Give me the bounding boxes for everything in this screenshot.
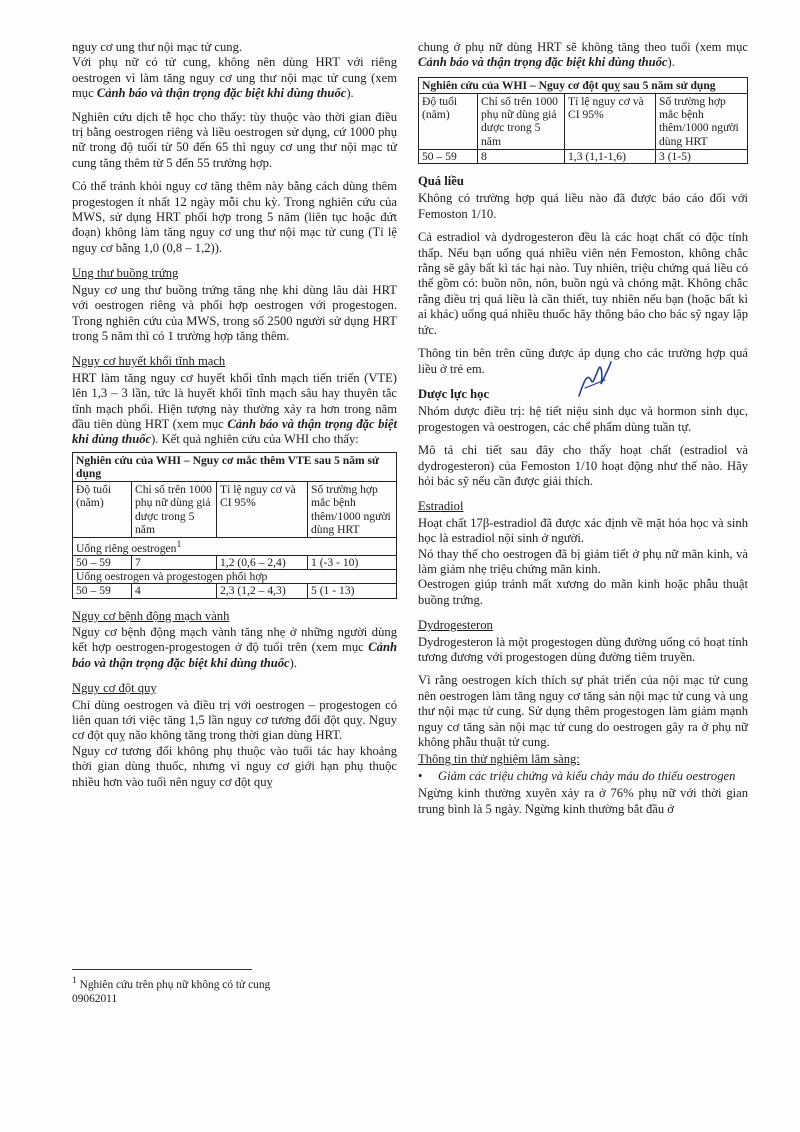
footnote-marker: 1 — [176, 538, 182, 550]
cross-reference: Cảnh báo và thận trọng đặc biệt khi dùng thuốc — [72, 640, 397, 670]
text-run: ). — [346, 86, 354, 101]
cross-reference: Cảnh báo và thận trọng đặc biệt khi dùng thuốc — [418, 55, 668, 70]
paragraph: Nguy cơ ung thư buồng trứng tăng nhẹ khi dùng lâu dài HRT với oestrogen riêng và phối hợp oestrogen với progestogen. Trong nghiên cứu của MWS, trong số 2500 người sử dụng HRT trong 5 năm thì có 1 trường hợp tăng thêm. — [72, 282, 397, 343]
list-item — [418, 769, 748, 784]
cross-reference: Cảnh báo và thận trọng đặc biệt khi dùng thuốc — [96, 86, 347, 101]
table-header: Chỉ số trên 1000 phụ nữ dùng giả dược trong 5 năm — [478, 94, 565, 150]
section-heading-dydrogesteron: Dydrogesteron — [418, 618, 493, 633]
table-caption: Nghiên cứu của WHI – Nguy cơ mắc thêm VTE sau 5 năm sử dụng — [73, 452, 397, 481]
table-cell: 2,3 (1,2 – 4,3) — [217, 584, 308, 598]
text-run: Với phụ nữ có tử cung, không nên dùng HRT với riêng oestrogen vì làm tăng nguy cơ ung thư nội mạc tử cung (xem mục — [72, 55, 397, 101]
group-text: Uống riêng oestrogen — [76, 541, 177, 555]
paragraph: Thông tin bên trên cũng được áp dụng cho các trường hợp quá liều ở trẻ em. — [418, 346, 748, 376]
table-header: Số trường hợp mắc bệnh thêm/1000 người dùng HRT — [308, 482, 397, 538]
paragraph: Vì rằng oestrogen kích thích sự phát triển của nội mạc tử cung nên oestrogen làm tăng nguy cơ tăng sản nội mạc tử cung và ung thư nội mạc tử cung. Sử dụng thêm progestogen làm giảm mạnh nguy cơ tăng sản nội mạc tử cung do oestrogen gây ra ở phụ nữ không phẫu thuật tử cung. — [418, 673, 748, 750]
paragraph: Mô tả chi tiết sau đây cho thấy hoạt chất (estradiol và dydrogesteron) của Femoston 1/10 hoạt động như thế nào. Hãy hỏi bác sỹ nếu cần được giải thích. — [418, 443, 748, 488]
table-cell: 50 – 59 — [419, 149, 478, 163]
paragraph: Nghiên cứu dịch tễ học cho thấy: tùy thuộc vào thời gian điều trị bằng oestrogen riêng và liều oestrogen sử dụng, cứ 1000 phụ nữ trong độ tuổi từ 50 đến 65 thì nguy cơ ung thư nội mạc tử cung tăng thêm từ 5 đến 55 trường hợp. — [72, 109, 397, 170]
footnote-text: Nghiên cứu trên phụ nữ không có tử cung — [79, 978, 271, 991]
table-header: Chỉ số trên 1000 phụ nữ dùng giả dược trong 5 năm — [132, 482, 217, 538]
vte-risk-table — [72, 452, 397, 599]
section-heading-pharmacodynamics: Dược lực học — [418, 386, 490, 401]
table-cell: 8 — [478, 149, 565, 163]
text-run: chung ở phụ nữ dùng HRT sẽ không tăng theo tuổi (xem mục — [418, 40, 748, 54]
paragraph: Dydrogesteron là một progestogen dùng đường uống có hoạt tính tương đương với progestogen dùng đường tiêm truyền. — [418, 634, 748, 664]
table-header: Tỉ lệ nguy cơ và CI 95% — [565, 94, 656, 150]
table-group-label: Uống oestrogen và progestogen phối hợp — [73, 570, 397, 584]
table-cell: 5 (1 - 13) — [308, 584, 397, 598]
table-cell: 1 (-3 - 10) — [308, 556, 397, 570]
table-cell: 50 – 59 — [73, 584, 132, 598]
text-run: ). — [289, 655, 297, 670]
table-cell: 1,3 (1,1-1,6) — [565, 149, 656, 163]
section-heading-overdose: Quá liều — [418, 174, 464, 189]
table-cell: 50 – 59 — [73, 556, 132, 570]
paragraph: nguy cơ ung thư nội mạc tử cung. — [72, 40, 243, 54]
handwritten-signature — [575, 358, 615, 402]
section-heading-estradiol: Estradiol — [418, 499, 464, 514]
text-run: ). Kết quả nghiên cứu của WHI cho thấy: — [151, 432, 359, 447]
table-cell: 7 — [132, 556, 217, 570]
text-run: ). — [667, 55, 675, 70]
section-heading-clinical-trials: Thông tin thử nghiệm lâm sàng: — [418, 752, 580, 767]
paragraph: Ngừng kinh thường xuyên xảy ra ở 76% phụ nữ với thời gian trung bình là 5 ngày. Ngừng kinh thường bắt đầu ở — [418, 786, 748, 816]
table-caption: Nghiên cứu của WHI – Nguy cơ đột quỵ sau 5 năm sử dụng — [419, 77, 748, 93]
table-header: Tỉ lệ nguy cơ và CI 95% — [217, 482, 308, 538]
footnote — [72, 974, 397, 992]
table-row — [419, 149, 748, 163]
section-heading-stroke: Nguy cơ đột quỵ — [72, 681, 157, 696]
cross-reference: Cảnh báo và thận trọng đặc biệt khi dùng thuốc — [72, 416, 397, 447]
document-code: 09062011 — [72, 992, 118, 1005]
paragraph: Chỉ dùng oestrogen và điều trị với oestrogen – progestogen có liên quan tới việc tăng 1,5 lần nguy cơ tương đối đột quỵ. Nguy cơ đột quỵ não không tăng trong thời gian dùng HRT. — [72, 697, 397, 743]
right-column — [418, 40, 748, 825]
paragraph: Hoạt chất 17β-estradiol đã được xác định về mặt hóa học và sinh học là estradiol nội sinh ở người. — [418, 515, 748, 546]
paragraph: Nhóm dược điều trị: hệ tiết niệu sinh dục và hormon sinh dục, progestogen và oestrogen, các chế phẩm dùng tuần tự. — [418, 404, 748, 434]
paragraph: Có thể tránh khỏi nguy cơ tăng thêm này bằng cách dùng thêm progestogen ít nhất 12 ngày mỗi chu kỳ. Trong nghiên cứu của MWS, sử dụng HRT phối hợp trong 5 năm (liên tục hoặc đứt đoạn) không làm tăng nguy cơ ung thư nội mạc tử cung (Tỉ lệ nguy cơ bằng 1,0 (0,8 – 1,2)). — [72, 179, 397, 255]
left-column — [72, 40, 397, 798]
table-cell: 4 — [132, 584, 217, 598]
table-header: Số trường hợp mắc bệnh thêm/1000 người dùng HRT — [656, 94, 748, 150]
footnote-area — [72, 969, 397, 1006]
paragraph: Nó thay thế cho oestrogen đã bị giảm tiết ở phụ nữ mãn kinh, và làm giảm nhẹ triệu chứng mãn kinh. — [418, 546, 748, 576]
paragraph — [72, 371, 397, 448]
paragraph: Không có trường hợp quá liều nào đã được báo cáo đối với Femoston 1/10. — [418, 191, 748, 221]
paragraph: Cả estradiol và dydrogesteron đều là các hoạt chất có độc tính thấp. Nếu bạn uống quá nhiều viên nén Femoston, không chắc rằng sẽ gây bất kì tác hại nào. Tuy nhiên, triệu chứng quá liều có thể gồm có: buồn nôn, nôn, buồn ngủ và chóng mặt. Không chắc rằng điều trị quá liều là cần thiết, tuy nhiên nếu bạn (hoặc bất kì ai khác) uống quá nhiều thuốc hãy thông báo cho bác sỹ ngay lập tức. — [418, 230, 748, 337]
table-cell: 1,2 (0,6 – 2,4) — [217, 556, 308, 570]
table-cell: 3 (1-5) — [656, 149, 748, 163]
paragraph — [418, 40, 748, 71]
paragraph: Oestrogen giúp tránh mất xương do mãn kinh hoặc phẫu thuật buồng trứng. — [418, 577, 748, 607]
table-row — [73, 556, 397, 570]
table-row — [73, 584, 397, 598]
table-header: Độ tuổi (năm) — [419, 94, 478, 150]
text-run: HRT làm tăng nguy cơ huyết khối tĩnh mạch tiến triển (VTE) lên 1,3 – 3 lần, tức là huyết khối tĩnh mạch sâu hay thuyên tắc tĩnh mạch phổi. Hiện tượng này thường xảy ra hơn trong năm đầu tiên dùng HRT (xem mục — [72, 370, 397, 431]
paragraph — [72, 55, 397, 101]
footnote-rule — [72, 969, 252, 970]
stroke-risk-table — [418, 77, 748, 164]
section-heading-ovarian-cancer: Ung thư buồng trứng — [72, 266, 179, 281]
paragraph: Nguy cơ tương đối không phụ thuộc vào tuổi tác hay khoảng thời gian dùng thuốc, nhưng vì nguy cơ giới hạn phụ thuộc nhiều hơn vào tuổi nên nguy cơ đột quỵ — [72, 743, 397, 789]
bullet-icon: • — [418, 768, 423, 783]
section-heading-vte: Nguy cơ huyết khối tĩnh mạch — [72, 354, 226, 369]
footnote-marker: 1 — [72, 976, 77, 986]
section-heading-coronary: Nguy cơ bệnh động mạch vành — [72, 608, 230, 623]
table-header: Độ tuổi (năm) — [73, 482, 132, 538]
text-run: Nguy cơ bệnh động mạch vành tăng nhẹ ở những người dùng kết hợp oestrogen-progestogen ở độ tuổi trên (xem mục — [72, 625, 397, 655]
list-item-text: Giảm các triệu chứng và kiểu chảy máu do thiếu oestrogen — [438, 768, 736, 783]
table-group-label — [73, 537, 397, 555]
paragraph — [72, 625, 397, 671]
